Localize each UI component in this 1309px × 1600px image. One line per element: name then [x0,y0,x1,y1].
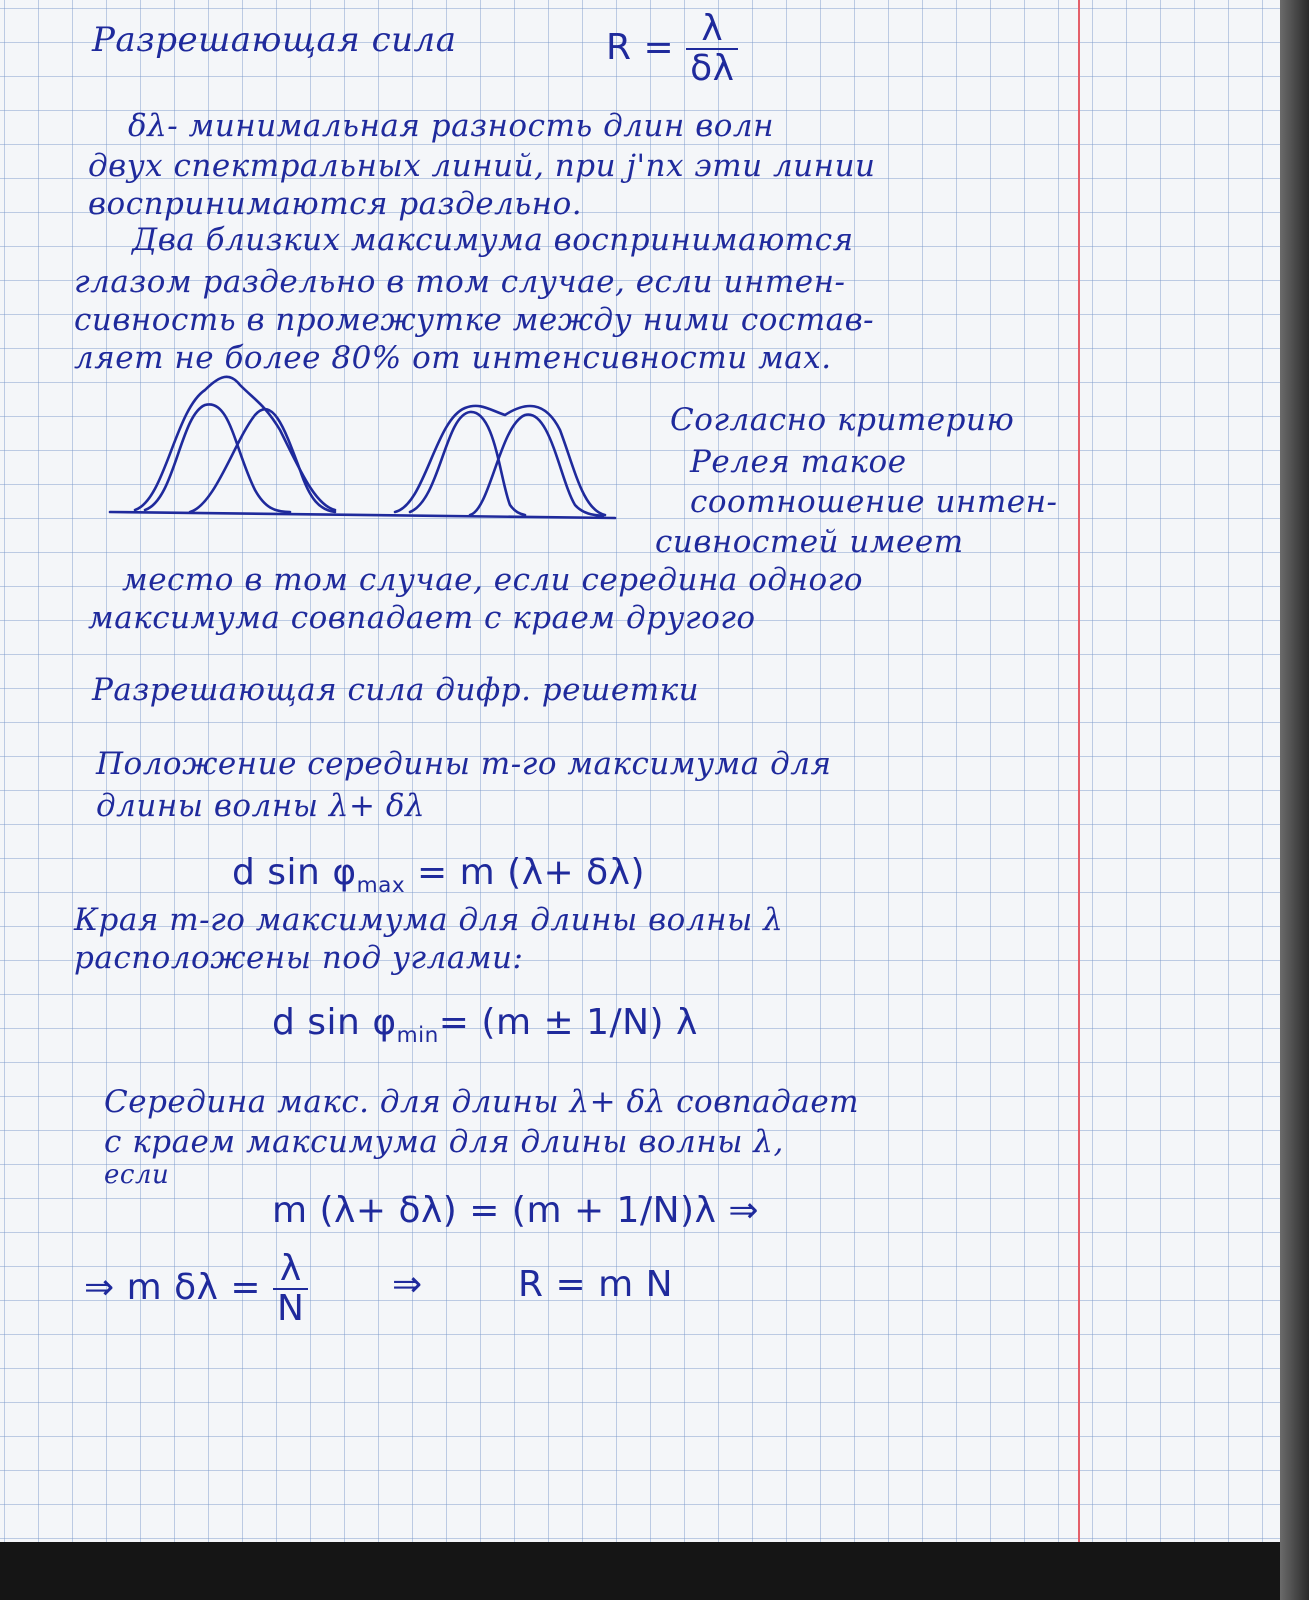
para2-line-3: сивность в промежутке между ними состав- [74,302,875,338]
resolving-power-formula [606,10,738,88]
right-sum-curve [395,406,605,515]
final-arrow-1: ⇒ [84,1266,115,1308]
rayleigh-side-line-4: сивностей имеет [655,524,964,560]
equation-min-pre: d sin φ [272,1002,397,1043]
formula-lhs: R = [606,26,675,68]
equation-max [232,852,645,898]
para4-line-1: Края m-го максимума для длины волны λ [74,902,784,938]
para1-line-3: воспринимаются раздельно. [88,186,583,222]
final-denominator: N [277,1287,305,1329]
page-title: Разрешающая сила [92,20,457,60]
baseline-axis [110,512,615,518]
para2-line-1: Два близких максимума воспринимаются [132,222,854,258]
para3-line-1: Положение середины m-го максимума для [96,746,832,782]
final-lhs: m δλ = [126,1266,262,1308]
final-arrow-2: ⇒ [392,1264,423,1305]
final-derivation [84,1250,308,1328]
equation-min [272,1002,698,1048]
left-peak-a [145,404,290,512]
rayleigh-side-line-2: Релея такое [690,444,907,480]
grating-heading: Разрешающая сила дифр. решетки [92,672,700,708]
page-right-edge [1280,0,1309,1600]
rayleigh-side-line-3: соотношение интен- [690,484,1058,520]
para5-line-1: Середина макс. для длины λ+ δλ совпадает [104,1084,860,1120]
rayleigh-side-line-1: Согласно критерию [670,402,1015,438]
equation-max-pre: d sin φ [232,852,357,893]
formula-fraction [686,10,738,88]
para1-line-2: двух спектральных линий, при j'nx эти линии [88,148,876,184]
equation-min-post: = (m ± 1/N) λ [438,1002,698,1043]
equation-condition: m (λ+ δλ) = (m + 1/N)λ ⇒ [272,1190,759,1231]
margin-line [1078,0,1080,1542]
final-result: R = m N [518,1264,674,1305]
para4-line-2: расположены под углами: [74,940,524,976]
final-numerator: λ [273,1250,308,1290]
equation-min-sub: min [396,1023,439,1049]
formula-denominator: δλ [690,47,735,89]
para3-line-2: длины волны λ+ δλ [96,788,426,824]
para2-line-4: ляет не более 80% от интенсивности мах. [74,340,832,376]
para1-line-1: δλ- минимальная разность длин волн [128,108,775,144]
equation-max-post: = m (λ+ δλ) [405,852,646,893]
rayleigh-cont-line-2: максимума совпадает с краем другого [88,600,756,636]
formula-numerator: λ [686,10,738,50]
final-fraction [273,1250,308,1328]
para5-line-2: с краем максимума для длины волны λ, [104,1124,784,1160]
para2-line-2: глазом раздельно в том случае, если интен- [74,264,846,300]
intensity-curves-sketch [105,360,625,540]
page-bottom-edge [0,1542,1309,1600]
right-peak-a [410,412,525,515]
para5-line-3: если [104,1160,170,1190]
equation-max-sub: max [356,873,406,899]
rayleigh-cont-line-1: место в том случае, если середина одного [122,562,863,598]
left-peak-b [190,409,335,512]
